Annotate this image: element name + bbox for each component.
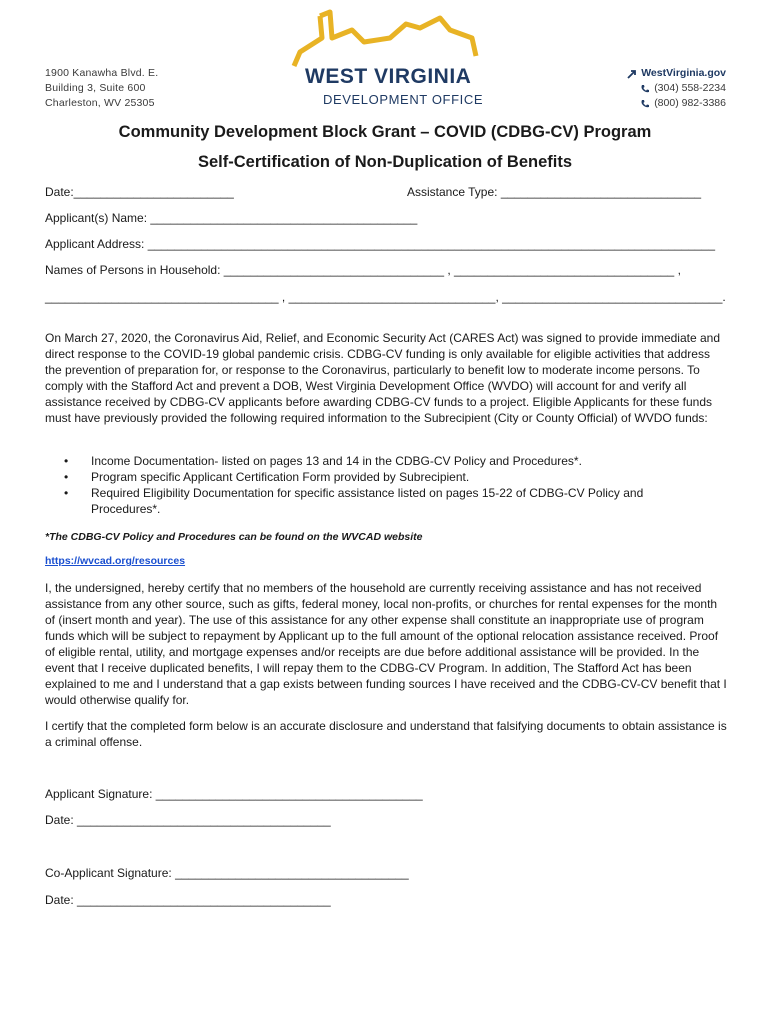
applicant-name-field[interactable]: Applicant(s) Name: ________________________________________ bbox=[45, 211, 418, 225]
applicant-signature-field[interactable]: Applicant Signature: ________________________________________ bbox=[45, 787, 423, 801]
page-subtitle: Self-Certification of Non-Duplication of Benefits bbox=[198, 153, 572, 171]
list-item: • Income Documentation- listed on pages 13 and 14 in the CDBG-CV Policy and Procedures*. bbox=[64, 453, 704, 469]
phone-row bbox=[627, 96, 726, 111]
date-field[interactable]: Date:________________________ bbox=[45, 185, 234, 199]
assistance-type-field[interactable]: Assistance Type: ______________________________ bbox=[407, 185, 702, 199]
phone-icon bbox=[640, 99, 650, 109]
logo-title: WEST VIRGINIA bbox=[305, 65, 472, 88]
address-line: Building 3, Suite 600 bbox=[45, 82, 146, 94]
coapplicant-date-field[interactable]: Date: ______________________________________ bbox=[45, 893, 331, 907]
policy-note: *The CDBG-CV Policy and Procedures can be found on the WVCAD website bbox=[45, 531, 423, 543]
address-line: Charleston, WV 25305 bbox=[45, 97, 155, 109]
disclosure-paragraph: I certify that the completed form below is an accurate disclosure and understand that falsifying documents to obtain assistance is a criminal offense. bbox=[45, 719, 727, 749]
wvdo-logo bbox=[280, 8, 495, 108]
page-title: Community Development Block Grant – COVID (CDBG-CV) Program bbox=[118, 123, 652, 141]
office-address bbox=[45, 66, 158, 111]
applicant-address-field[interactable]: Applicant Address: _____________________________________________________________________________________ bbox=[45, 237, 716, 251]
intro-paragraph: On March 27, 2020, the Coronavirus Aid, Relief, and Economic Security Act (CARES Act) was signed to provide immediate and direct response to the COVID-19 global pandemic crisis. CDBG-CV funding is only available for eligible activities that address the prevention of preparation for, or response to the Coronavirus, particularly to benefit low to moderate income persons. To comply with the Stafford Act and prevent a DOB, West Virginia Development Office (WVDO) will account for and verify all assistance received by CDBG-CV applicants before awarding CDBG-CV funds to a project. Eligible Applicants for these funds must have previously provided the following required information to the Subrecipient (City or County Official) of WVDO funds: bbox=[45, 331, 720, 425]
list-item: • Program specific Applicant Certification Form provided by Subrecipient. bbox=[64, 469, 704, 485]
household-names-field-continued[interactable]: ___________________________________ , _______________________________, _________________________________. bbox=[45, 290, 726, 304]
household-names-field[interactable]: Names of Persons in Household: _________________________________ , _________________________________ , bbox=[45, 263, 681, 277]
contact-info bbox=[627, 66, 726, 111]
certification-paragraph: I, the undersigned, hereby certify that no members of the household are currently receiving assistance and has not received assistance from any other source, such as gifts, federal money, local non-profits, or churches for rental expenses for the month of (insert month and year). The use of this assistance for any other expense shall constitute an inappropriate use of program funds which will be subject to repayment by Applicant up to the full amount of the optional relocation assistance received. Proof of eligible rental, utility, and mortgage expenses and/or receipts are due before additional assistance will be provided. In the event that I receive duplicated benefits, I will repay them to the CDBG-CV Program. In addition, The Stafford Act has been explained to me and I understand that a gap exists between funding sources I have received and the CDBG-CV-CV benefit that I would otherwise qualify for. bbox=[45, 581, 727, 707]
phone-number: (304) 558-2234 bbox=[654, 82, 726, 94]
address-line: 1900 Kanawha Blvd. E. bbox=[45, 67, 159, 79]
website-row[interactable] bbox=[627, 66, 726, 81]
applicant-date-field[interactable]: Date: ______________________________________ bbox=[45, 813, 331, 827]
requirements-list bbox=[64, 453, 704, 517]
website-link[interactable]: WestVirginia.gov bbox=[641, 67, 726, 79]
phone-icon bbox=[640, 84, 650, 94]
logo-subtitle: DEVELOPMENT OFFICE bbox=[323, 92, 484, 107]
wvcad-resources-link[interactable]: https://wvcad.org/resources bbox=[45, 555, 186, 567]
arrow-icon bbox=[627, 69, 637, 79]
list-item: • Required Eligibility Documentation for specific assistance listed on pages 15-22 of CDBG-CV Policy and Procedures*. bbox=[64, 485, 704, 517]
phone-number: (800) 982-3386 bbox=[654, 97, 726, 109]
coapplicant-signature-field[interactable]: Co-Applicant Signature: ___________________________________ bbox=[45, 866, 409, 880]
phone-row bbox=[627, 81, 726, 96]
